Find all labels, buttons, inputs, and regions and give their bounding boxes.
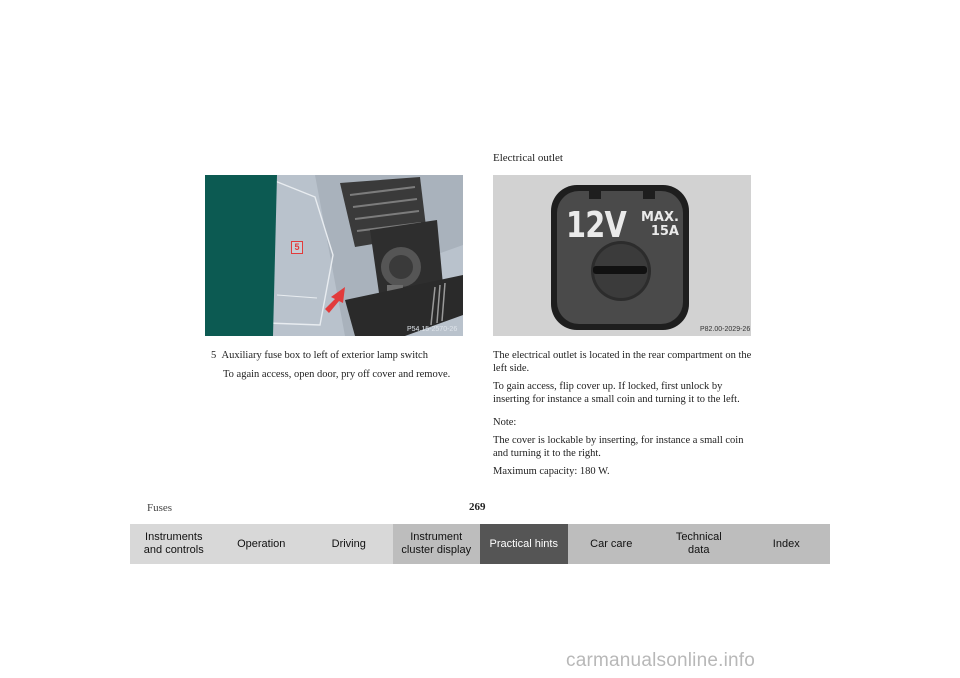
legend-text: Auxiliary fuse box to left of exterior lamp switch <box>221 350 428 361</box>
fuse-box-illustration <box>205 175 463 336</box>
tab-instrument-cluster-display[interactable]: Instrument cluster display <box>393 524 481 564</box>
amps-text: 15A <box>650 224 679 239</box>
tab-practical-hints[interactable]: Practical hints <box>480 524 568 564</box>
watermark: carmanualsonline.info <box>566 650 756 671</box>
max-text: MAX. <box>641 210 679 225</box>
callout-5: 5 <box>291 241 303 254</box>
section-title: Fuses <box>147 502 173 514</box>
figure-code: P82.00-2029-26 <box>700 326 751 333</box>
page-number: 269 <box>469 501 486 513</box>
paragraph: The cover is lockable by inserting, for instance a small coin and turning it to the right. <box>493 435 744 459</box>
tab-instruments-and-controls[interactable]: Instruments and controls <box>130 524 218 564</box>
outlet-voltage-label: 12V <box>566 205 626 246</box>
access-instructions: To again access, open door, pry off cover and remove. <box>223 369 451 380</box>
fuse-box-drawing <box>205 175 463 336</box>
paragraph: To gain access, flip cover up. If locked, first unlock by inserting for instance a small coin and turning it to the left. <box>493 381 740 405</box>
electrical-outlet-illustration <box>493 175 751 336</box>
tab-operation[interactable]: Operation <box>218 524 306 564</box>
legend-number: 5 <box>211 350 217 361</box>
paragraph: Maximum capacity: 180 W. <box>493 466 610 477</box>
outlet-max-label <box>641 211 679 239</box>
note-label: Note: <box>493 417 517 428</box>
outlet-description <box>493 349 755 483</box>
tab-index[interactable]: Index <box>743 524 831 564</box>
legend-item-5 <box>211 349 428 362</box>
paragraph: The electrical outlet is located in the rear compartment on the left side. <box>493 350 752 374</box>
section-heading: Electrical outlet <box>493 152 563 164</box>
outlet-drawing <box>493 175 751 336</box>
tab-technical-data[interactable]: Technical data <box>655 524 743 564</box>
chapter-nav <box>130 524 830 564</box>
tab-car-care[interactable]: Car care <box>568 524 656 564</box>
figure-code: P54.15-2570-26 <box>407 326 458 333</box>
tab-driving[interactable]: Driving <box>305 524 393 564</box>
